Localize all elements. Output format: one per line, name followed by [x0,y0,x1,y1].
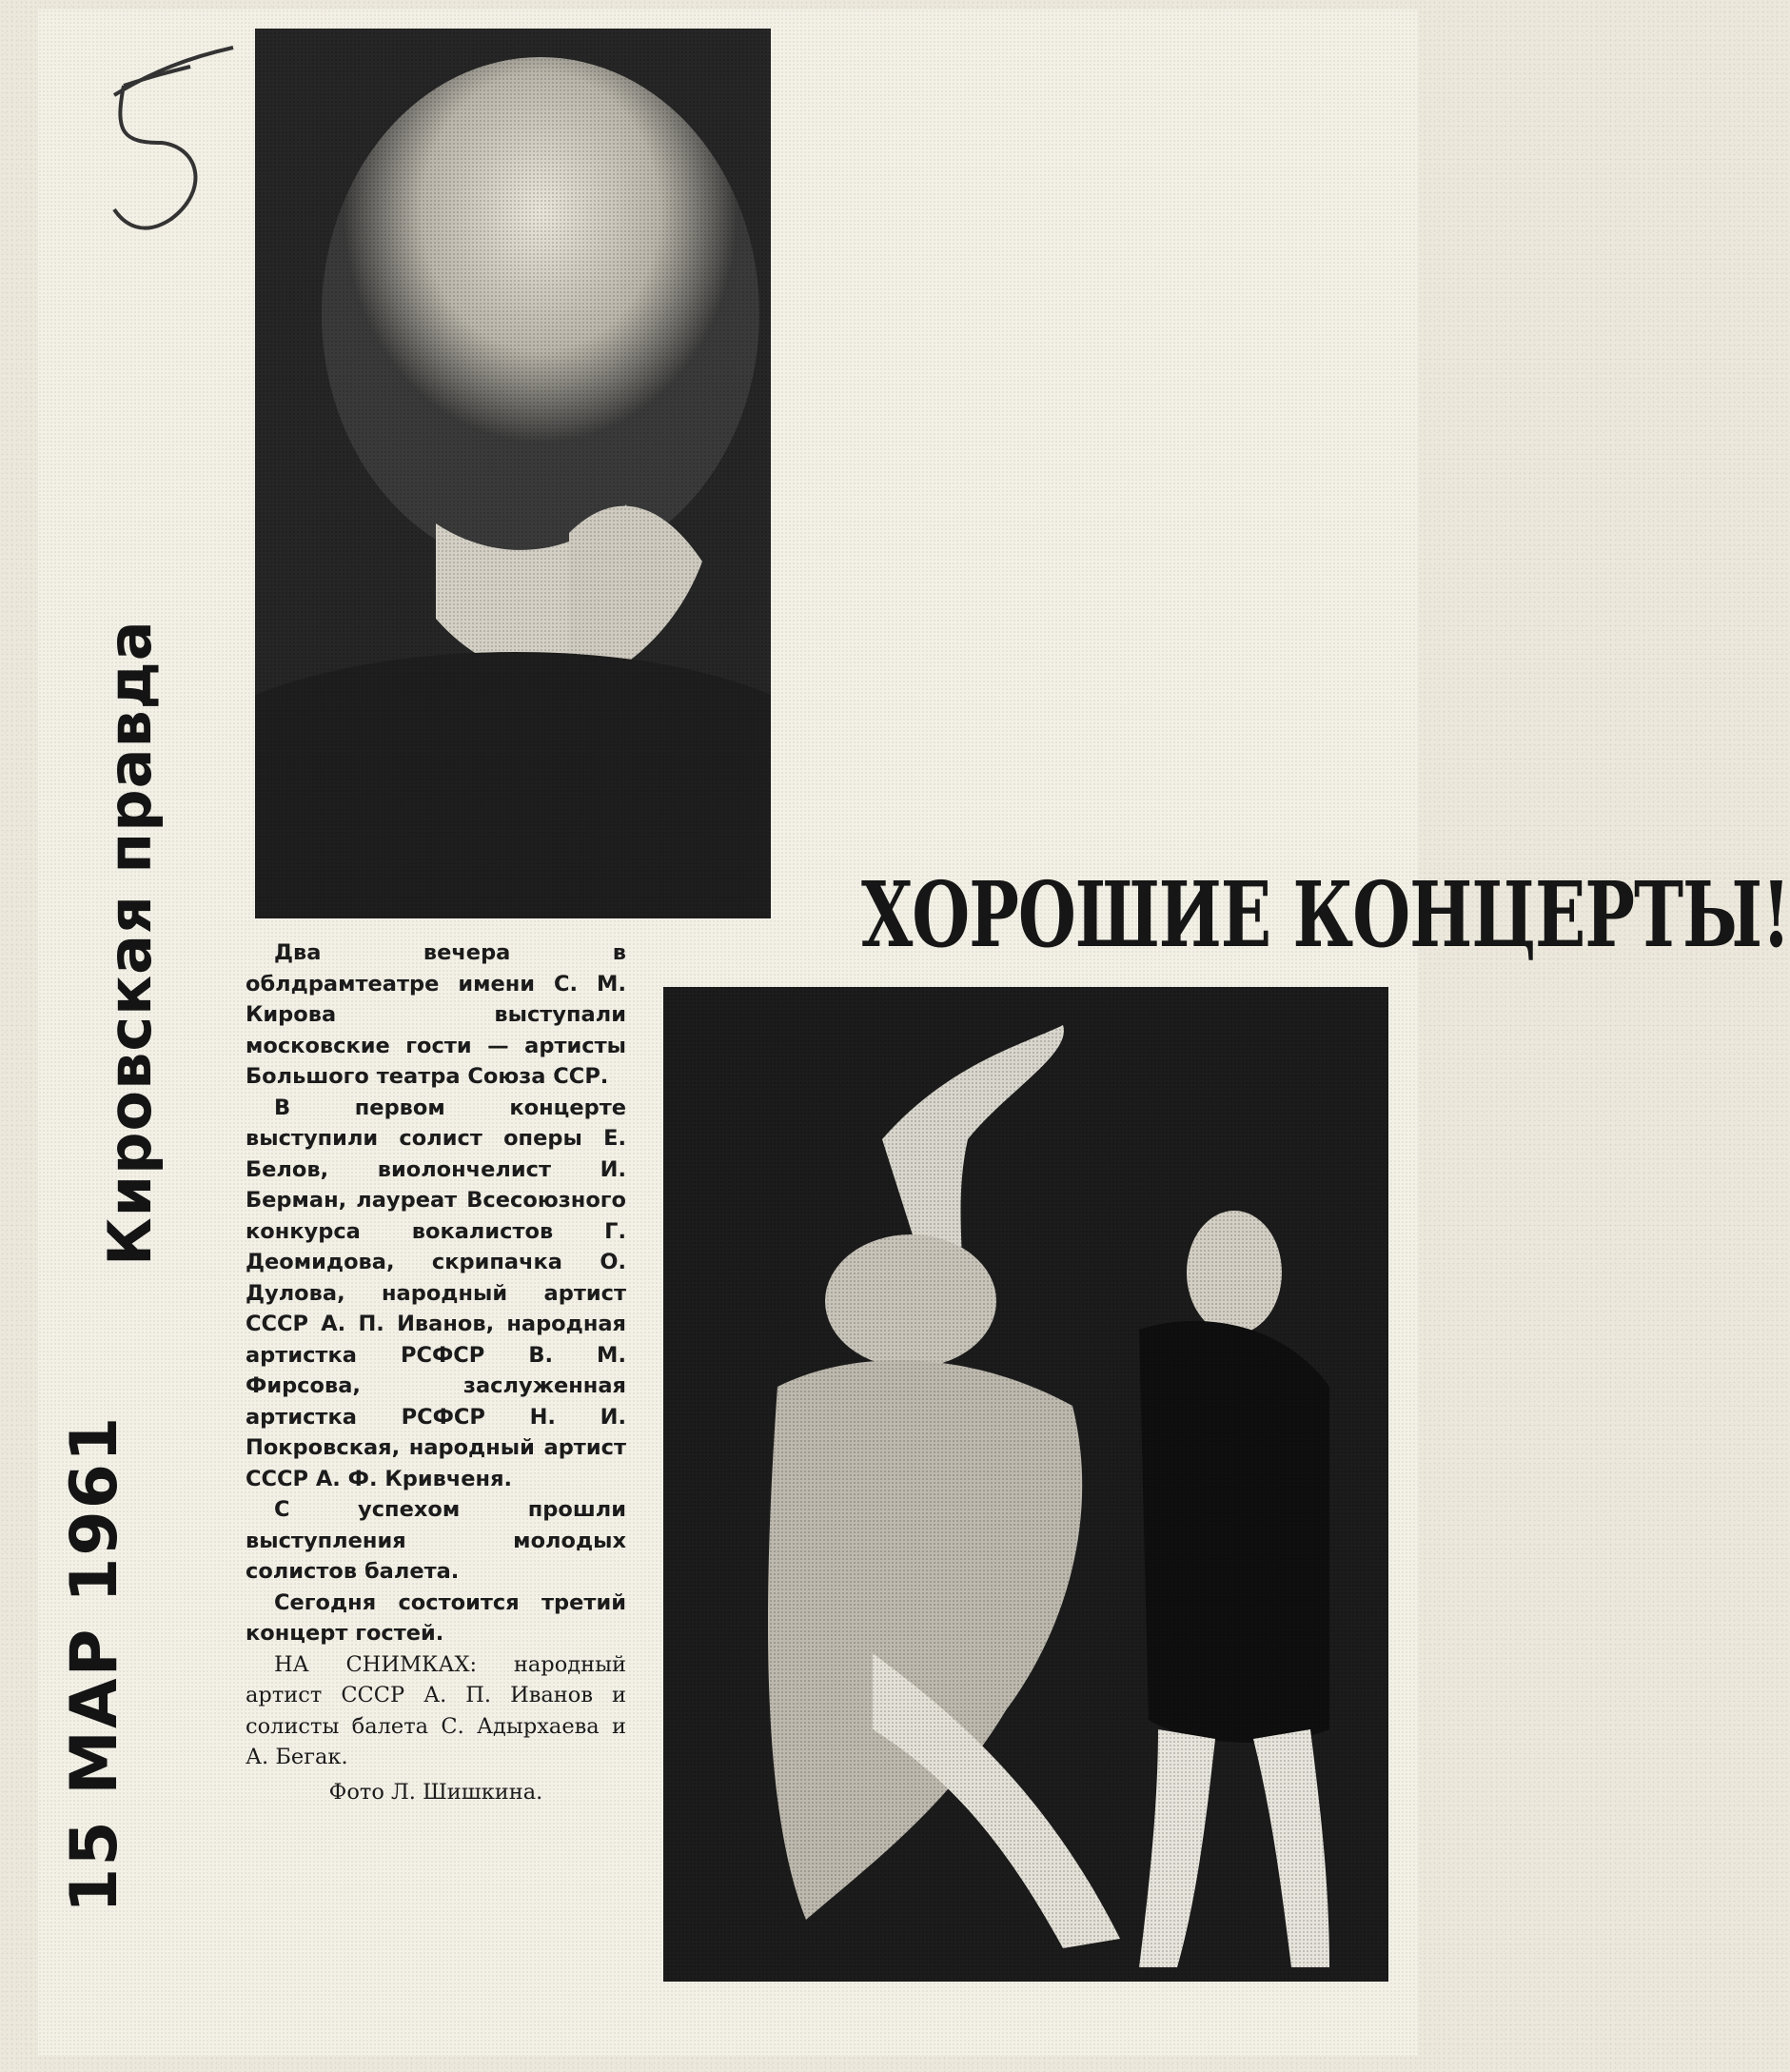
article-paragraph-1: Два вечера в облдрамтеатре имени С. М. Кирова выступали московские гости — артисты Большого театра Союза ССР. [246,940,626,1089]
date-stamp: 15 МАР 1961 [57,1414,132,1913]
newspaper-name-stamp: Кировская правда [95,620,165,1266]
ballet-photo [663,987,1388,1982]
photo-caption: НА СНИМКАХ: народный артист СССР А. П. Иванов и солисты балета С. Адырхаева и А. Бегак. [246,1651,626,1769]
portrait-image [255,29,771,918]
photo-credit: Фото Л. Шишкина. [328,1779,543,1805]
headline: ХОРОШИЕ КОНЦЕРТЫ! [861,861,1790,969]
article-paragraph-2: В первом концерте выступили солист оперы Е. Белов, виолончелист И. Берман, лауреат Всесоюзного конкурса вокалистов Г. Деомидова, скрипачка О. Дулова, народный артист СССР А. П. Иванов, народная артистка РСФСР В. М. Фирсова, заслуженная артистка РСФСР Н. И. Покровская, народный артист СССР А. Ф. Кривченя. [246,1095,626,1491]
ballet-image [663,987,1388,1982]
article-paragraph-4: Сегодня состоится третий концерт гостей. [246,1589,626,1646]
handwritten-number-mark [48,29,266,247]
article-body [246,937,626,1807]
portrait-photo [255,29,771,918]
article-paragraph-3: С успехом прошли выступления молодых солистов балета. [246,1497,626,1584]
